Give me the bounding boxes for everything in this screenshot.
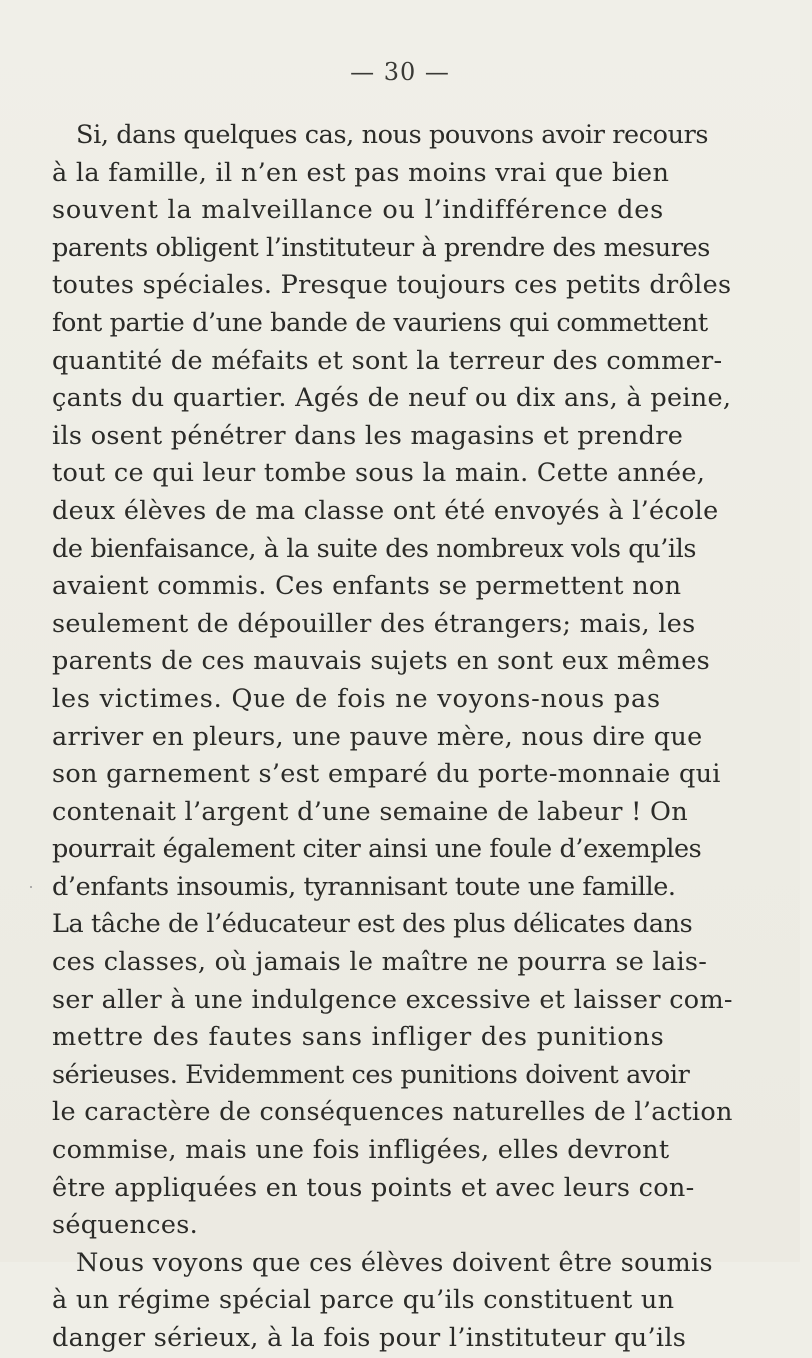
text-line: son garnement s’est emparé du porte-monnaie qui: [52, 759, 721, 790]
text-line: La tâche de l’éducateur est des plus délicates dans: [52, 909, 693, 940]
text-line: à un régime spécial parce qu’ils constituent un: [52, 1285, 675, 1316]
paper-speck: [30, 886, 32, 888]
text-line: tout ce qui leur tombe sous la main. Cette année,: [52, 458, 706, 489]
text-line: parents obligent l’instituteur à prendre des mesures: [52, 232, 710, 263]
text-line: deux élèves de ma classe ont été envoyés à l’école: [52, 495, 719, 526]
text-line: quantité de méfaits et sont la terreur des commer-: [52, 345, 723, 376]
text-line: danger sérieux, à la fois pour l’instituteur qu’ils: [52, 1323, 687, 1353]
text-line: les victimes. Que de fois ne voyons-nous pas: [52, 683, 661, 714]
text-line: sérieuses. Evidemment ces punitions doivent avoir: [52, 1059, 690, 1090]
text-line: le caractère de conséquences naturelles de l’action: [52, 1097, 733, 1128]
text-line: çants du quartier. Agés de neuf ou dix ans, à peine,: [52, 383, 732, 414]
text-line: ser aller à une indulgence excessive et laisser com-: [52, 984, 733, 1015]
text-line: font partie d’une bande de vauriens qui commettent: [52, 307, 708, 338]
page-number: — 30 —: [350, 58, 450, 86]
text-line: ils osent pénétrer dans les magasins et prendre: [52, 420, 684, 451]
text-line: contenait l’argent d’une semaine de labeur ! On: [52, 796, 688, 827]
text-line: Si, dans quelques cas, nous pouvons avoir recours: [76, 120, 709, 150]
text-line: seulement de dépouiller des étrangers; mais, les: [52, 608, 696, 639]
text-line: ces classes, où jamais le maître ne pourra se lais-: [52, 947, 708, 978]
text-line: d’enfants insoumis, tyrannisant toute une famille.: [52, 871, 676, 902]
text-line: à la famille, il n’en est pas moins vrai que bien: [52, 157, 670, 188]
text-line: toutes spéciales. Presque toujours ces petits drôles: [52, 270, 732, 301]
text-line: séquences.: [52, 1210, 199, 1241]
text-line: être appliquées en tous points et avec leurs con-: [52, 1172, 695, 1203]
text-line: mettre des fautes sans infliger des punitions: [52, 1022, 665, 1053]
text-line: avaient commis. Ces enfants se permettent non: [52, 571, 682, 602]
text-line: commise, mais une fois infligées, elles devront: [52, 1135, 670, 1166]
text-line: arriver en pleurs, une pauve mère, nous dire que: [52, 721, 703, 752]
text-line: parents de ces mauvais sujets en sont eux mêmes: [52, 646, 711, 677]
body-text: [52, 117, 812, 1358]
text-line: de bienfaisance, à la suite des nombreux vols qu’ils: [52, 533, 697, 564]
text-line: souvent la malveillance ou l’indifférence des: [52, 195, 665, 226]
text-line: Nous voyons que ces élèves doivent être soumis: [76, 1247, 713, 1278]
text-line: pourrait également citer ainsi une foule d’exemples: [52, 834, 702, 865]
